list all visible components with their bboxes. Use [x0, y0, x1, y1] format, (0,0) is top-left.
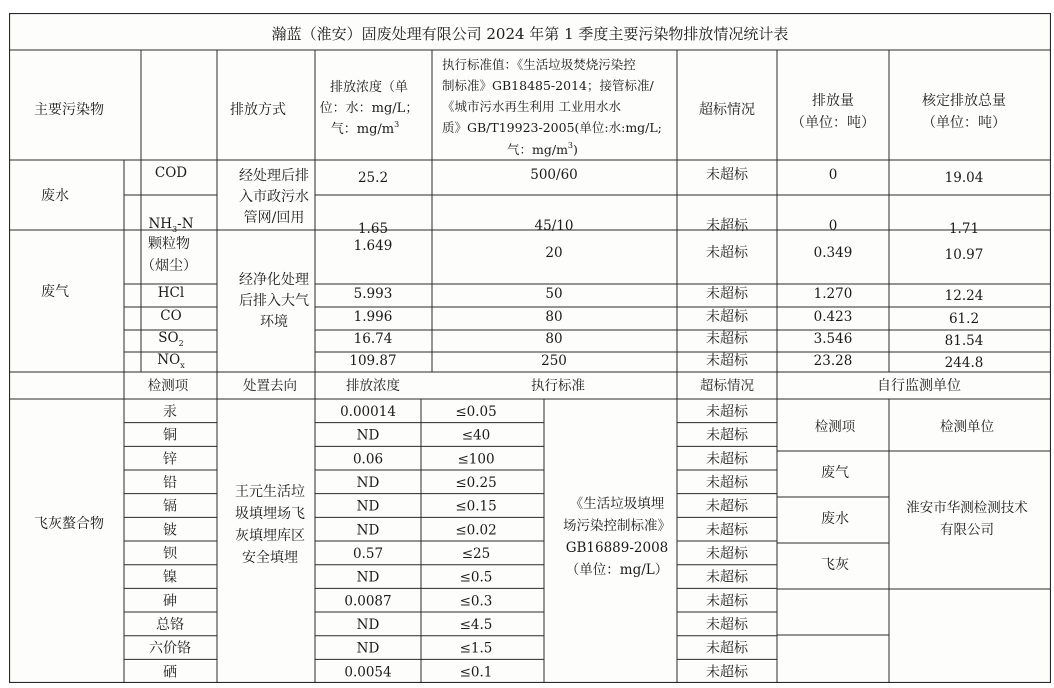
fly-ash-header-standard: 执行标准: [531, 378, 585, 394]
table-title: 瀚蓝（淮安）固废处理有限公司 2024 年第 1 季度主要污染物排放情况统计表: [271, 25, 789, 43]
monitor-item-water: 废水: [821, 511, 849, 527]
fly-ash-limit: ≤4.5: [459, 617, 493, 634]
waste-gas-exceed: 未超标: [706, 353, 748, 369]
waste-gas-total: 244.8: [944, 355, 984, 371]
svg-text:《城市污水再生利用 工业用水水: 《城市污水再生利用 工业用水水: [442, 99, 621, 114]
header-total: 核定排放总量: [922, 93, 1006, 109]
fly-ash-concentration: ND: [356, 569, 380, 586]
svg-text:管网/回用: 管网/回用: [243, 210, 305, 226]
svg-text:（单位：mg/L）: （单位：mg/L）: [565, 562, 669, 578]
waste-gas-method: [239, 271, 309, 330]
waste-gas-concentration: 1.649: [353, 238, 393, 254]
fly-ash-item: 硒: [163, 664, 177, 681]
svg-text:入市政污水: 入市政污水: [239, 189, 309, 205]
fly-ash-item: 钡: [163, 546, 177, 563]
svg-text:气：mg/m3): 气：$mg/m^3$): [507, 141, 578, 157]
fly-ash-exceed: 未超标: [706, 664, 748, 681]
waste-gas-concentration: 109.87: [349, 353, 397, 369]
fly-ash-exceed: 未超标: [706, 475, 748, 492]
table-grid: [9, 13, 1051, 683]
fly-ash-limit: ≤0.15: [455, 498, 497, 515]
fly-ash-label: 飞灰螯合物: [34, 516, 104, 532]
fly-ash-row: [156, 616, 749, 633]
wastewater-amount: 0: [828, 167, 838, 183]
fly-ash-item: 铍: [163, 522, 177, 539]
fly-ash-row: [163, 592, 749, 609]
fly-ash-item: 总铬: [156, 617, 184, 634]
waste-gas-standard: 20: [545, 245, 563, 261]
emission-statistics-table: [9, 13, 1051, 683]
fly-ash-exceed: 未超标: [706, 640, 748, 657]
fly-ash-exceed: 未超标: [706, 427, 748, 444]
header-method: 排放方式: [230, 102, 286, 118]
header-concentration: [320, 79, 419, 137]
fly-ash-item: 锌: [163, 451, 177, 468]
wastewater-concentration: 25.2: [357, 170, 389, 186]
fly-ash-destination: [235, 483, 305, 566]
fly-ash-concentration: ND: [356, 498, 380, 515]
fly-ash-limit: ≤1.5: [459, 640, 493, 657]
header-exceed: 超标情况: [699, 102, 755, 118]
fly-ash-exceed: 未超标: [706, 498, 748, 515]
wastewater-item: $NH_3-N$: [148, 216, 194, 234]
waste-gas-item: 颗粒物: [148, 236, 190, 252]
svg-text:GB16889-2008: GB16889-2008: [565, 540, 669, 556]
waste-gas-exceed: 未超标: [706, 245, 748, 261]
fly-ash-row: [149, 640, 749, 657]
waste-gas-standard: 50: [545, 286, 563, 302]
header-pollutant: 主要污染物: [34, 102, 104, 118]
wastewater-standard: 500/60: [530, 167, 578, 183]
header-amount: 排放量: [812, 93, 854, 109]
wastewater-label: 废水: [41, 188, 69, 204]
fly-ash-exceed: 未超标: [706, 546, 748, 563]
fly-ash-header-monitor: 自行监测单位: [877, 378, 961, 394]
fly-ash-item: 汞: [163, 404, 177, 420]
waste-gas-concentration: 1.996: [353, 309, 393, 325]
fly-ash-limit: ≤0.02: [455, 522, 497, 539]
waste-gas-concentration: 16.74: [353, 331, 393, 347]
svg-text:制标准》GB18485-2014；接管标准/: 制标准》GB18485-2014；接管标准/: [442, 78, 654, 93]
fly-ash-item: 六价铬: [149, 640, 191, 657]
waste-gas-item: HCl: [157, 285, 185, 301]
svg-text:《生活垃圾填埋: 《生活垃圾填埋: [569, 496, 665, 512]
fly-ash-concentration: ND: [356, 427, 380, 444]
svg-text:经净化处理: 经净化处理: [239, 272, 309, 288]
svg-text:灰填埋库区: 灰填埋库区: [235, 528, 305, 544]
wastewater-method: [239, 167, 309, 226]
svg-text:经处理后排: 经处理后排: [239, 168, 309, 184]
waste-gas-standard: 250: [541, 353, 567, 369]
fly-ash-item: 铅: [163, 475, 177, 492]
waste-gas-row: [157, 352, 983, 371]
header-amount-unit: （单位：吨）: [791, 115, 875, 131]
waste-gas-amount: 0.423: [813, 309, 853, 325]
monitor-unit-name: 淮安市华测检测技术: [906, 500, 1028, 516]
fly-ash-concentration: 0.57: [352, 546, 384, 563]
header-standard: [442, 57, 662, 157]
wastewater-amount: 0: [828, 218, 838, 234]
waste-gas-exceed: 未超标: [706, 309, 748, 325]
svg-text:排放浓度（单: 排放浓度（单: [329, 80, 409, 95]
fly-ash-row: [163, 403, 749, 420]
waste-gas-row: [158, 330, 983, 349]
fly-ash-limit: ≤40: [461, 427, 491, 444]
waste-gas-exceed: 未超标: [706, 331, 748, 347]
svg-text:安全填埋: 安全填埋: [242, 550, 298, 566]
fly-ash-item: 铜: [163, 427, 177, 444]
waste-gas-item: $SO_2$: [158, 330, 184, 348]
waste-gas-total: 81.54: [944, 333, 984, 349]
fly-ash-exceed: 未超标: [706, 451, 748, 468]
waste-gas-item-note: （烟尘）: [141, 258, 197, 274]
waste-gas-total: 12.24: [944, 288, 984, 304]
fly-ash-limit: ≤0.05: [455, 404, 497, 420]
waste-gas-item: $NO_x$: [157, 352, 185, 370]
fly-ash-concentration: ND: [356, 640, 380, 657]
waste-gas-amount: 1.270: [813, 286, 853, 302]
fly-ash-concentration: ND: [356, 522, 380, 539]
wastewater-exceed: 未超标: [706, 218, 748, 234]
fly-ash-concentration: 0.00014: [340, 404, 396, 420]
wastewater-exceed: 未超标: [706, 167, 748, 183]
fly-ash-item: 镉: [163, 498, 177, 515]
svg-text:位：水：mg/L；: 位：水：mg/L；: [319, 101, 419, 116]
waste-gas-amount: 0.349: [813, 245, 853, 261]
monitor-item-ash: 飞灰: [821, 557, 849, 573]
fly-ash-exceed: 未超标: [706, 593, 748, 610]
wastewater-total: 19.04: [944, 170, 984, 186]
fly-ash-limit: ≤25: [461, 546, 491, 563]
fly-ash-row: [163, 450, 749, 467]
waste-gas-label: 废气: [41, 284, 69, 300]
waste-gas-item: CO: [160, 308, 182, 324]
svg-text:场污染控制标准》: 场污染控制标准》: [563, 518, 671, 534]
waste-gas-standard: 80: [545, 309, 563, 325]
fly-ash-concentration: 0.0087: [344, 593, 392, 610]
monitor-item-gas: 废气: [821, 465, 849, 481]
monitor-unit-name-2: 有限公司: [940, 522, 994, 538]
fly-ash-exceed: 未超标: [706, 522, 748, 539]
svg-text:圾填埋场飞: 圾填埋场飞: [235, 506, 305, 522]
header-total-unit: （单位：吨）: [922, 115, 1006, 131]
fly-ash-concentration: ND: [356, 475, 380, 492]
fly-ash-item: 砷: [163, 593, 177, 610]
monitor-header-unit: 检测单位: [940, 419, 994, 435]
fly-ash-exceed: 未超标: [706, 617, 748, 634]
fly-ash-header-item: 检测项: [147, 378, 189, 394]
fly-ash-standard: [563, 495, 671, 578]
fly-ash-header-exceed: 超标情况: [700, 378, 754, 394]
monitor-header-item: 检测项: [814, 419, 856, 435]
wastewater-concentration: 1.65: [357, 221, 389, 237]
fly-ash-concentration: 0.0054: [344, 664, 392, 681]
fly-ash-item: 镍: [163, 569, 177, 586]
svg-text:环境: 环境: [260, 314, 288, 330]
fly-ash-limit: ≤0.1: [459, 664, 493, 681]
wastewater-total: 1.71: [948, 221, 980, 237]
waste-gas-standard: 80: [545, 331, 563, 347]
waste-gas-exceed: 未超标: [706, 286, 748, 302]
svg-text:执行标准值：《生活垃圾焚烧污染控: 执行标准值：《生活垃圾焚烧污染控: [442, 57, 636, 72]
waste-gas-concentration: 5.993: [353, 286, 393, 302]
waste-gas-row: [141, 235, 983, 274]
fly-ash-limit: ≤0.3: [459, 593, 493, 610]
fly-ash-row: [163, 427, 749, 444]
waste-gas-amount: 23.28: [813, 353, 853, 369]
fly-ash-concentration: 0.06: [352, 451, 384, 468]
fly-ash-exceed: 未超标: [706, 404, 748, 420]
fly-ash-header-destination: 处置去向: [243, 378, 297, 394]
wastewater-item: COD: [154, 165, 188, 181]
fly-ash-concentration: ND: [356, 617, 380, 634]
fly-ash-exceed: 未超标: [706, 569, 748, 586]
fly-ash-limit: ≤0.25: [455, 475, 497, 492]
svg-text:后排入大气: 后排入大气: [239, 293, 309, 309]
fly-ash-header-conc: 排放浓度: [346, 378, 400, 394]
svg-text:质》GB/T19923-2005(单位:水:mg/L;: 质》GB/T19923-2005(单位:水:mg/L;: [442, 120, 662, 135]
svg-text:气：mg/m3: 气：$mg/m^3$: [330, 120, 400, 137]
fly-ash-limit: ≤0.5: [459, 569, 493, 586]
fly-ash-row: [163, 663, 749, 680]
wastewater-standard: 45/10: [534, 218, 574, 234]
waste-gas-amount: 3.546: [813, 331, 853, 347]
fly-ash-limit: ≤100: [457, 451, 495, 468]
waste-gas-total: 61.2: [948, 311, 980, 327]
waste-gas-total: 10.97: [944, 247, 984, 263]
svg-text:王元生活垃: 王元生活垃: [235, 484, 305, 500]
